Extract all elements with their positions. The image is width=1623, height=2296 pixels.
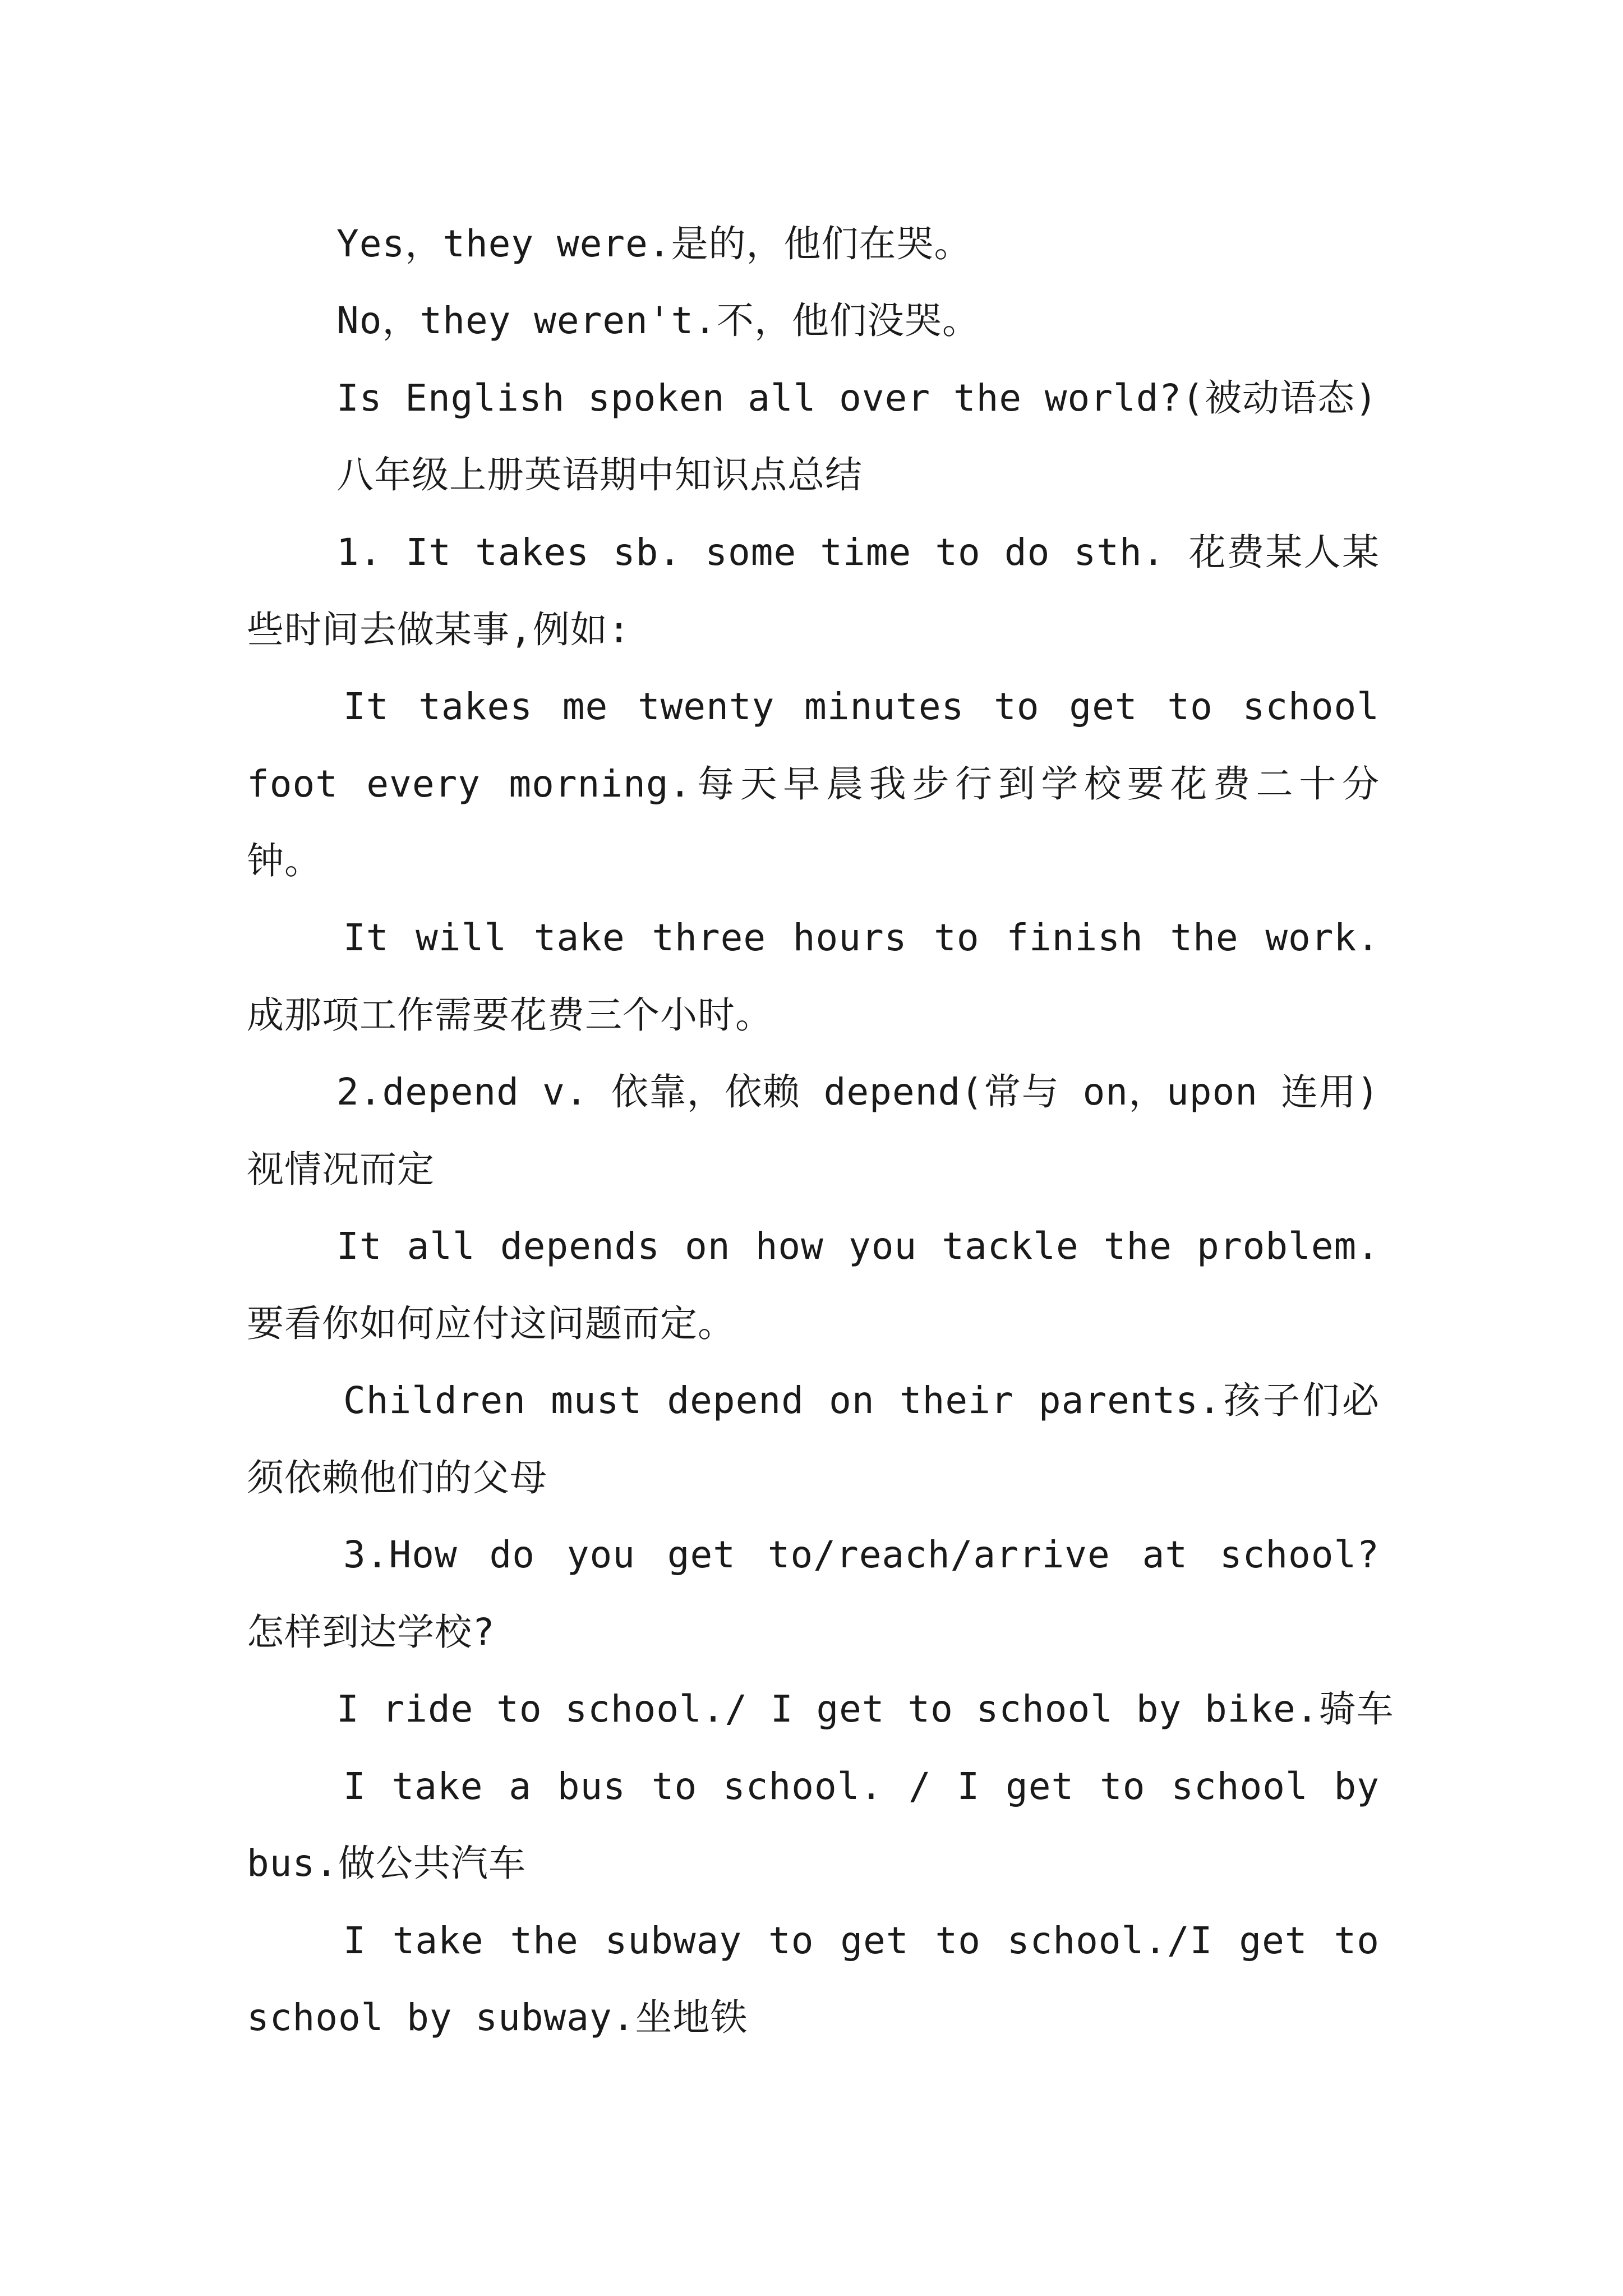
point-2-heading: 2.depend v. 依靠，依赖 depend(常与 on，upon 连用) [336, 1070, 1380, 1114]
example-2a-cont: 要看你如何应付这问题而定。 [247, 1302, 735, 1345]
example-2b: Children must depend on their parents.孩子们必 [343, 1379, 1380, 1422]
example-1a: It takes me twenty minutes to get to school [343, 685, 1380, 728]
point-3-heading: 3.How do you get to/reach/arrive at school? [343, 1533, 1380, 1576]
example-1b: It will take three hours to finish the work. [343, 916, 1380, 959]
text-line-passive-example: Is English spoken all over the world?(被动语态) [336, 376, 1378, 420]
example-2b-cont: 须依赖他们的父母 [247, 1456, 547, 1499]
example-3-bus-cont: bus.做公共汽车 [247, 1842, 526, 1885]
example-3-subway: I take the subway to get to school./I get to [343, 1919, 1380, 1962]
point-3-heading-cont: 怎样到达学校? [247, 1611, 495, 1654]
example-2a: It all depends on how you tackle the problem. [336, 1225, 1380, 1268]
section-heading: 八年级上册英语期中知识点总结 [336, 453, 863, 496]
text-line-answer-yes: Yes，they were.是的，他们在哭。 [336, 222, 972, 265]
example-3-bus: I take a bus to school. / I get to school by [343, 1765, 1380, 1808]
example-1a-cont: foot every morning.每天早晨我步行到学校要花费二十分 [247, 762, 1380, 806]
example-3-subway-cont: school by subway.坐地铁 [247, 1996, 748, 2039]
example-1a-end: 钟。 [247, 839, 322, 882]
text-line-answer-no: No，they weren't.不，他们没哭。 [336, 299, 980, 342]
example-1b-cont: 成那项工作需要花费三个小时。 [247, 993, 773, 1037]
point-2-heading-cont: 视情况而定 [247, 1148, 435, 1191]
example-3-bike: I ride to school./ I get to school by bike.骑车 [336, 1687, 1394, 1731]
point-1-heading-cont: 些时间去做某事,例如: [247, 608, 631, 651]
point-1-heading: 1. It takes sb. some time to do sth. 花费某人某 [336, 531, 1380, 574]
